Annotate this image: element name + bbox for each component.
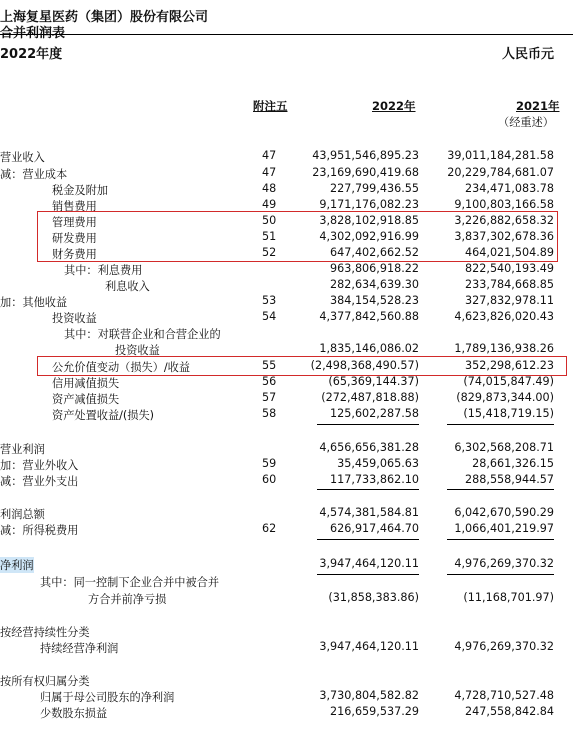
row-note: 53 (262, 294, 277, 307)
row-nonop-income (0, 457, 573, 473)
row-value-2022: 647,402,662.52 (330, 246, 419, 259)
row-label: 税金及附加 (52, 184, 108, 197)
subtotal-rule (317, 424, 419, 425)
subtotal-rule (447, 424, 554, 425)
row-label: 利润总额 (0, 508, 45, 521)
row-label: 加：营业外收入 (0, 459, 79, 472)
row-label: 财务费用 (52, 248, 97, 261)
row-value-2021: 20,229,784,681.07 (447, 166, 554, 179)
report-period: 2022年度 (0, 47, 63, 62)
row-label: 利息收入 (105, 280, 150, 293)
row-net-profit (0, 557, 573, 573)
row-value-2022: 4,656,656,381.28 (319, 441, 419, 454)
row-value-2022: 963,806,918.22 (330, 262, 419, 275)
row-note: 49 (262, 198, 277, 211)
row-value-2022: 3,730,804,582.82 (319, 689, 419, 702)
row-note: 47 (262, 149, 277, 162)
row-value-2022: 216,659,537.29 (330, 705, 419, 718)
row-label: 投资收益 (52, 312, 97, 325)
row-associates-label (0, 326, 573, 342)
row-value-2021: 4,623,826,020.43 (454, 310, 554, 323)
row-value-2021: 39,011,184,281.58 (447, 149, 554, 162)
row-label: 减：所得税费用 (0, 524, 79, 537)
row-note: 55 (262, 359, 277, 372)
row-ownership-heading (0, 673, 573, 689)
row-value-2021: 327,832,978.11 (465, 294, 554, 307)
row-note: 54 (262, 310, 277, 323)
row-value-2022: (31,858,383.86) (328, 591, 419, 604)
row-label: 减：营业成本 (0, 168, 68, 181)
row-label: 销售费用 (52, 200, 97, 213)
row-value-2021: 6,302,568,208.71 (454, 441, 554, 454)
subtotal-rule (447, 489, 554, 490)
row-value-2022: 282,634,639.30 (330, 278, 419, 291)
row-value-2022: (65,369,144.37) (328, 375, 419, 388)
row-value-2022: 227,799,436.55 (330, 182, 419, 195)
row-note: 60 (262, 473, 277, 486)
company-name: 上海复星医药（集团）股份有限公司 (0, 10, 209, 25)
total-rule (317, 574, 419, 575)
row-value-2022: 9,171,176,082.23 (319, 198, 419, 211)
row-value-2022: 125,602,287.58 (330, 407, 419, 420)
row-label: 营业收入 (0, 151, 45, 164)
row-value-2021: 288,558,944.57 (465, 473, 554, 486)
row-income-tax (0, 522, 573, 538)
row-value-2021: (74,015,847.49) (463, 375, 554, 388)
row-note: 57 (262, 391, 277, 404)
row-value-2022: 3,947,464,120.11 (319, 557, 419, 570)
title-underline (0, 34, 573, 35)
row-label: 信用减值损失 (52, 377, 120, 390)
row-value-2022: (2,498,368,490.57) (310, 359, 419, 372)
row-value-2021: 3,837,302,678.36 (454, 230, 554, 243)
col-2021-restated: （经重述） (498, 116, 554, 129)
row-continuing-profit (0, 640, 573, 656)
row-tax-surcharge (0, 182, 573, 198)
row-note: 47 (262, 166, 277, 179)
row-value-2022: 1,835,146,086.02 (319, 342, 419, 355)
row-value-2021: 3,226,882,658.32 (454, 214, 554, 227)
row-value-2022: (272,487,818.88) (321, 391, 419, 404)
row-value-2021: 28,661,326.15 (472, 457, 554, 470)
subtotal-rule (317, 539, 419, 540)
row-interest-income (0, 278, 573, 294)
row-value-2022: 23,169,690,419.68 (312, 166, 419, 179)
row-label: 资产减值损失 (52, 393, 120, 406)
row-revenue (0, 149, 573, 165)
row-value-2021: (829,873,344.00) (456, 391, 554, 404)
highlight-box-expenses (37, 211, 558, 262)
row-value-2022: 3,947,464,120.11 (319, 640, 419, 653)
row-value-2021: 6,042,670,590.29 (454, 506, 554, 519)
currency-unit: 人民币元 (501, 47, 554, 62)
row-value-2022: 117,733,862.10 (330, 473, 419, 486)
row-label: 其中：对联营企业和合营企业的 (64, 328, 221, 341)
row-value-2022: 4,377,842,560.88 (319, 310, 419, 323)
highlight-box-fair-value (37, 356, 567, 376)
row-label: 按经营持续性分类 (0, 626, 90, 639)
row-label: 减：营业外支出 (0, 475, 79, 488)
row-value-2022: 35,459,065.63 (337, 457, 419, 470)
row-merger-label (0, 574, 573, 590)
row-value-2022: 4,302,092,916.99 (319, 230, 419, 243)
row-investment-income (0, 310, 573, 326)
col-2022-header: 2022年 (372, 99, 416, 113)
row-note: 51 (262, 230, 277, 243)
row-note: 58 (262, 407, 277, 420)
row-value-2021: 9,100,803,166.58 (454, 198, 554, 211)
row-value-2022: 3,828,102,918.85 (319, 214, 419, 227)
total-rule (447, 574, 554, 575)
row-value-2021: 4,976,269,370.32 (454, 557, 554, 570)
row-value-2021: 1,066,401,219.97 (454, 522, 554, 535)
row-value-2021: 352,298,612.23 (465, 359, 554, 372)
row-value-2021: 247,558,842.84 (465, 705, 554, 718)
row-value-2021: (15,418,719.15) (463, 407, 554, 420)
row-value-2021: (11,168,701.97) (463, 591, 554, 604)
row-merger-loss (0, 591, 573, 607)
row-total-profit (0, 506, 573, 522)
row-label: 加：其他收益 (0, 296, 68, 309)
subtotal-rule (317, 489, 419, 490)
row-label: 持续经营净利润 (40, 642, 119, 655)
row-operating-profit (0, 441, 573, 457)
row-cost (0, 166, 573, 182)
row-continuity-heading (0, 624, 573, 640)
row-label: 净利润 (0, 559, 34, 572)
col-note-header: 附注五 (253, 99, 288, 113)
row-label: 投资收益 (115, 344, 160, 357)
row-value-2021: 234,471,083.78 (465, 182, 554, 195)
row-value-2021: 4,728,710,527.48 (454, 689, 554, 702)
row-asset-disposal (0, 407, 573, 423)
row-label: 其中：利息费用 (64, 264, 143, 277)
row-note: 59 (262, 457, 277, 470)
row-note: 48 (262, 182, 277, 195)
row-minority-profit (0, 705, 573, 721)
col-2021-header: 2021年 (516, 99, 560, 113)
row-label: 其中：同一控制下企业合并中被合并 (40, 576, 220, 589)
row-value-2022: 384,154,528.23 (330, 294, 419, 307)
row-label: 公允价值变动（损失）/收益 (52, 361, 191, 374)
row-label: 少数股东损益 (40, 707, 108, 720)
row-asset-impairment (0, 391, 573, 407)
row-credit-impairment (0, 375, 573, 391)
row-label: 归属于母公司股东的净利润 (40, 691, 175, 704)
row-label: 管理费用 (52, 216, 97, 229)
row-label: 方合并前净亏损 (88, 593, 167, 606)
row-value-2021: 822,540,193.49 (465, 262, 554, 275)
row-label: 研发费用 (52, 232, 97, 245)
row-value-2021: 464,021,504.89 (465, 246, 554, 259)
row-value-2022: 626,917,464.70 (330, 522, 419, 535)
row-other-income (0, 294, 573, 310)
subtotal-rule (447, 539, 554, 540)
statement-title: 合并利润表 (0, 26, 66, 41)
row-note: 62 (262, 522, 277, 535)
row-label: 营业利润 (0, 443, 45, 456)
row-note: 52 (262, 246, 277, 259)
row-nonop-expense (0, 473, 573, 489)
row-value-2022: 43,951,546,895.23 (312, 149, 419, 162)
row-label: 资产处置收益/(损失) (52, 409, 154, 422)
row-value-2021: 233,784,668.85 (465, 278, 554, 291)
row-interest-expense (0, 262, 573, 278)
row-label: 按所有权归属分类 (0, 675, 90, 688)
row-note: 56 (262, 375, 277, 388)
row-note: 50 (262, 214, 277, 227)
row-value-2021: 4,976,269,370.32 (454, 640, 554, 653)
row-parent-profit (0, 689, 573, 705)
row-value-2022: 4,574,381,584.81 (319, 506, 419, 519)
row-value-2021: 1,789,136,938.26 (454, 342, 554, 355)
